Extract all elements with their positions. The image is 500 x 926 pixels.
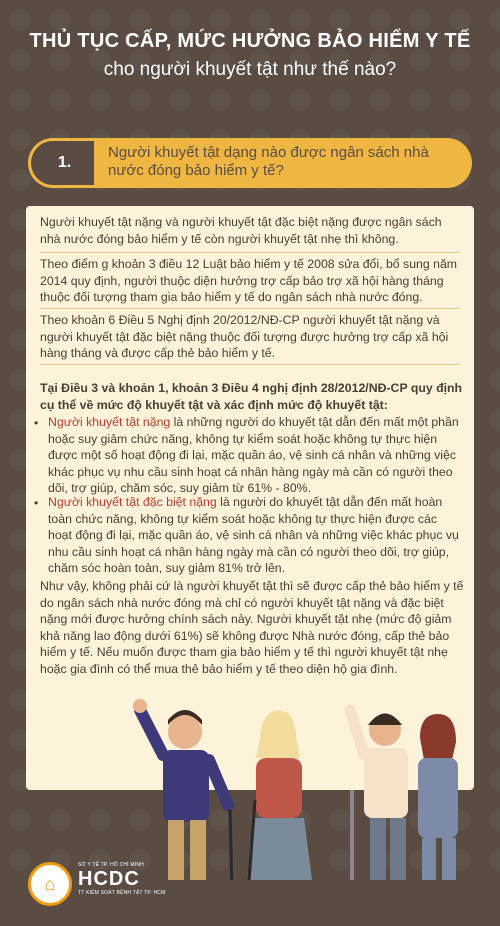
person-3-figure [350,710,408,895]
divider [40,364,460,365]
bullet-dot: • [34,416,39,430]
bullet-2-text: là người do khuyết tật dẫn đến mất hoàn toàn chức năng, không tự kiểm soát hoặc không tự thực hiện được các hoạt động đi lại, mặc quần áo, vệ sinh cá nhân và những việc khác phục vụ nhu cầu sinh hoạt cá nhân hàng ngày mà cần có người theo dõi, trợ giúp, chăm sóc hoàn toàn, suy giảm 81% trở lên. [48,495,459,575]
logo-bottom-text: TT KIỂM SOÁT BỆNH TẬT TP. HCM [78,890,166,896]
divider [40,308,460,309]
paragraph-4-heading: Tại Điều 3 và khoản 1, khoản 3 Điều 4 nghị định 28/2012/NĐ-CP quy định cụ thể về mức độ khuyết tật và xác định mức độ khuyết tật: [40,381,463,412]
person-2-figure [248,710,312,900]
bullet-1 [48,414,460,497]
page-title [0,30,500,81]
paragraph-1: Người khuyết tật nặng và người khuyết tật đặc biệt nặng được ngân sách nhà nước đóng bảo hiểm y tế còn người khuyết tật nhẹ thì không. [40,215,442,246]
paragraph-2: Theo điểm g khoản 3 điều 12 Luật bảo hiểm y tế 2008 sửa đổi, bổ sung năm 2014 quy định, người thuộc diện hưởng trợ cấp bảo trợ xã hội hàng tháng thuộc đối tượng tham gia bảo hiểm y tế do ngân sách nhà nước đóng. [40,257,458,304]
section-number: 1. [28,138,98,188]
section-header [28,138,472,188]
paragraph-5: Như vậy, không phải cứ là người khuyết tật thì sẽ được cấp thẻ bảo hiểm y tế do ngân sách nhà nước đóng mà chỉ có người khuyết tật nặng và đặc biệt nặng mới được hưởng chính sách này. Người khuyết tật nhẹ (mức độ giảm khả năng lao động dưới 61%) sẽ không được Nhà nước đóng, cấp thẻ bảo hiểm y tế. Nếu muốn được tham gia bảo hiểm y tế thì người khuyết tật nhẹ hoặc gia đình có thể mua thẻ bảo hiểm y tế theo diện hộ gia đình. [40,579,464,676]
paragraph-3: Theo khoản 6 Điều 5 Nghị định 20/2012/NĐ-CP người khuyết tật nặng và người khuyết tật đặc biệt nặng thuộc đối tượng được hưởng trợ cấp xã hội hàng tháng và được cấp thẻ bảo hiểm y tế. [40,313,449,360]
person-4-figure [418,714,458,888]
bullet-dot: • [34,496,39,510]
bullet-1-term: Người khuyết tật nặng [48,415,171,429]
hcdc-logo [78,862,166,896]
logo-name: HCDC [78,868,140,890]
bullet-2 [48,494,460,577]
section-heading: Người khuyết tật dạng nào được ngân sách nhà nước đóng bảo hiểm y tế? [94,138,472,188]
bullet-1-text: là những người do khuyết tật dẫn đến mất một phần hoặc suy giảm chức năng, không tự kiểm soát hoặc không tự thực hiện được một số hoạt động đi lại, mặc quần áo, vệ sinh cá nhân và những việc khác phục vụ nhu cầu sinh hoạt cá nhân hàng ngày mà cần có người theo dõi, trợ giúp, chăm sóc, suy giảm từ 61% - 80%. [48,415,459,495]
divider [40,252,460,253]
logo-top-text: SỞ Y TẾ TP. HỒ CHÍ MINH [78,862,144,868]
footer-strip [0,880,500,926]
bullet-2-term: Người khuyết tật đặc biệt nặng [48,495,217,509]
building-icon: ⌂ [28,862,72,906]
title-line-2: cho người khuyết tật như thế nào? [103,59,397,80]
title-line-1: THỦ TỤC CẤP, MỨC HƯỞNG BẢO HIỂM Y TẾ [29,30,471,52]
